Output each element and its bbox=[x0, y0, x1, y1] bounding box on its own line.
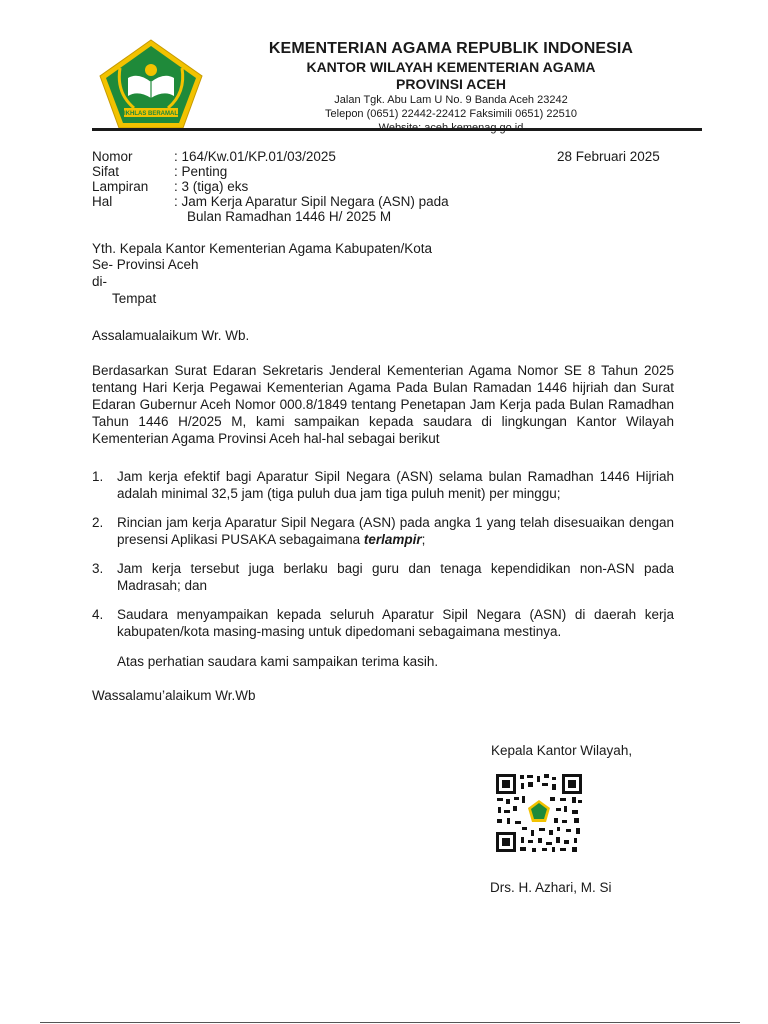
signatory-title: Kepala Kantor Wilayah, bbox=[491, 743, 633, 758]
kemenag-logo bbox=[98, 38, 204, 130]
item-number-2: 2. bbox=[92, 515, 104, 530]
logo-motto: IKHLAS BERAMAL bbox=[124, 111, 178, 117]
list-item-2 bbox=[117, 514, 674, 548]
letterhead bbox=[210, 40, 692, 135]
item-number-3: 3. bbox=[92, 561, 104, 576]
recipient-line4: Tempat bbox=[112, 291, 157, 306]
recipient-line2: Se- Provinsi Aceh bbox=[92, 257, 199, 272]
intro-paragraph: Berdasarkan Surat Edaran Sekretaris Jenderal Kementerian Agama Nomor SE 8 Tahun 2025 tentang Hari Kerja Pegawai Kementerian Agama Pada Bulan Ramadan 1446 hijriah dan Surat Edaran Gubernur Aceh Nomor 000.8/1849 tentang Penetapan Jam Kerja pada Bulan Ramadhan Tahun 1446 H/2025 M, kami sampaikan kepada saudara di lingkungan Kantor Wilayah Kementerian Agama Provinsi Aceh hal-hal sebagai berikut bbox=[92, 363, 674, 446]
hal-label: Hal bbox=[92, 194, 113, 209]
list-item-2-text: Rincian jam kerja Aparatur Sipil Negara (ASN) pada angka 1 yang telah disesuaikan dengan presensi Aplikasi PUSAKA sebagaimana bbox=[117, 515, 674, 547]
list-item-2-end: ; bbox=[421, 532, 426, 547]
list-item-3: Jam kerja tersebut juga berlaku bagi guru dan tenaga kependidikan non-ASN pada Madrasah; dan bbox=[117, 561, 674, 593]
closing-note: Atas perhatian saudara kami sampaikan terima kasih. bbox=[117, 654, 439, 669]
lampiran-label: Lampiran bbox=[92, 179, 149, 194]
province-name: PROVINSI ACEH bbox=[396, 76, 506, 92]
lampiran-value: : 3 (tiga) eks bbox=[174, 179, 249, 194]
hal-value-line2: Bulan Ramadhan 1446 H/ 2025 M bbox=[187, 209, 392, 224]
list-item-1: Jam kerja efektif bagi Aparatur Sipil Negara (ASN) selama bulan Ramadhan 1446 Hijriah adalah minimal 32,5 jam (tiga puluh dua jam tiga puluh menit) per minggu; bbox=[117, 469, 674, 501]
signatory-name: Drs. H. Azhari, M. Si bbox=[490, 880, 612, 895]
recipient-line3: di- bbox=[92, 274, 108, 289]
item-number-4: 4. bbox=[92, 607, 104, 622]
office-name: KANTOR WILAYAH KEMENTERIAN AGAMA bbox=[306, 59, 596, 75]
sifat-label: Sifat bbox=[92, 164, 120, 179]
qr-signature-icon bbox=[494, 772, 584, 854]
office-phone: Telepon (0651) 22442-22412 Faksimili 0651) 22510 bbox=[325, 108, 577, 120]
item-number-1: 1. bbox=[92, 469, 104, 484]
nomor-label: Nomor bbox=[92, 149, 133, 164]
page-bottom-line bbox=[40, 1022, 740, 1023]
recipient-line1: Yth. Kepala Kantor Kementerian Agama Kabupaten/Kota bbox=[92, 241, 432, 256]
list-item-4: Saudara menyampaikan kepada seluruh Aparatur Sipil Negara (ASN) di daerah kerja kabupaten/kota masing-masing untuk dipedomani sebagaimana mestinya. bbox=[117, 607, 674, 639]
opening-greeting: Assalamualaikum Wr. Wb. bbox=[92, 328, 250, 343]
nomor-value: : 164/Kw.01/KP.01/03/2025 bbox=[174, 149, 336, 164]
office-address: Jalan Tgk. Abu Lam U No. 9 Banda Aceh 23242 bbox=[334, 94, 568, 106]
closing-greeting: Wassalamu’alaikum Wr.Wb bbox=[92, 688, 256, 703]
letterhead-divider bbox=[92, 128, 702, 131]
hal-value-line1: : Jam Kerja Aparatur Sipil Negara (ASN) pada bbox=[174, 194, 449, 209]
letter-date: 28 Februari 2025 bbox=[557, 149, 660, 164]
ministry-name: KEMENTERIAN AGAMA REPUBLIK INDONESIA bbox=[268, 40, 634, 57]
attachment-emphasis: terlampir bbox=[363, 532, 422, 547]
sifat-value: : Penting bbox=[174, 164, 228, 179]
